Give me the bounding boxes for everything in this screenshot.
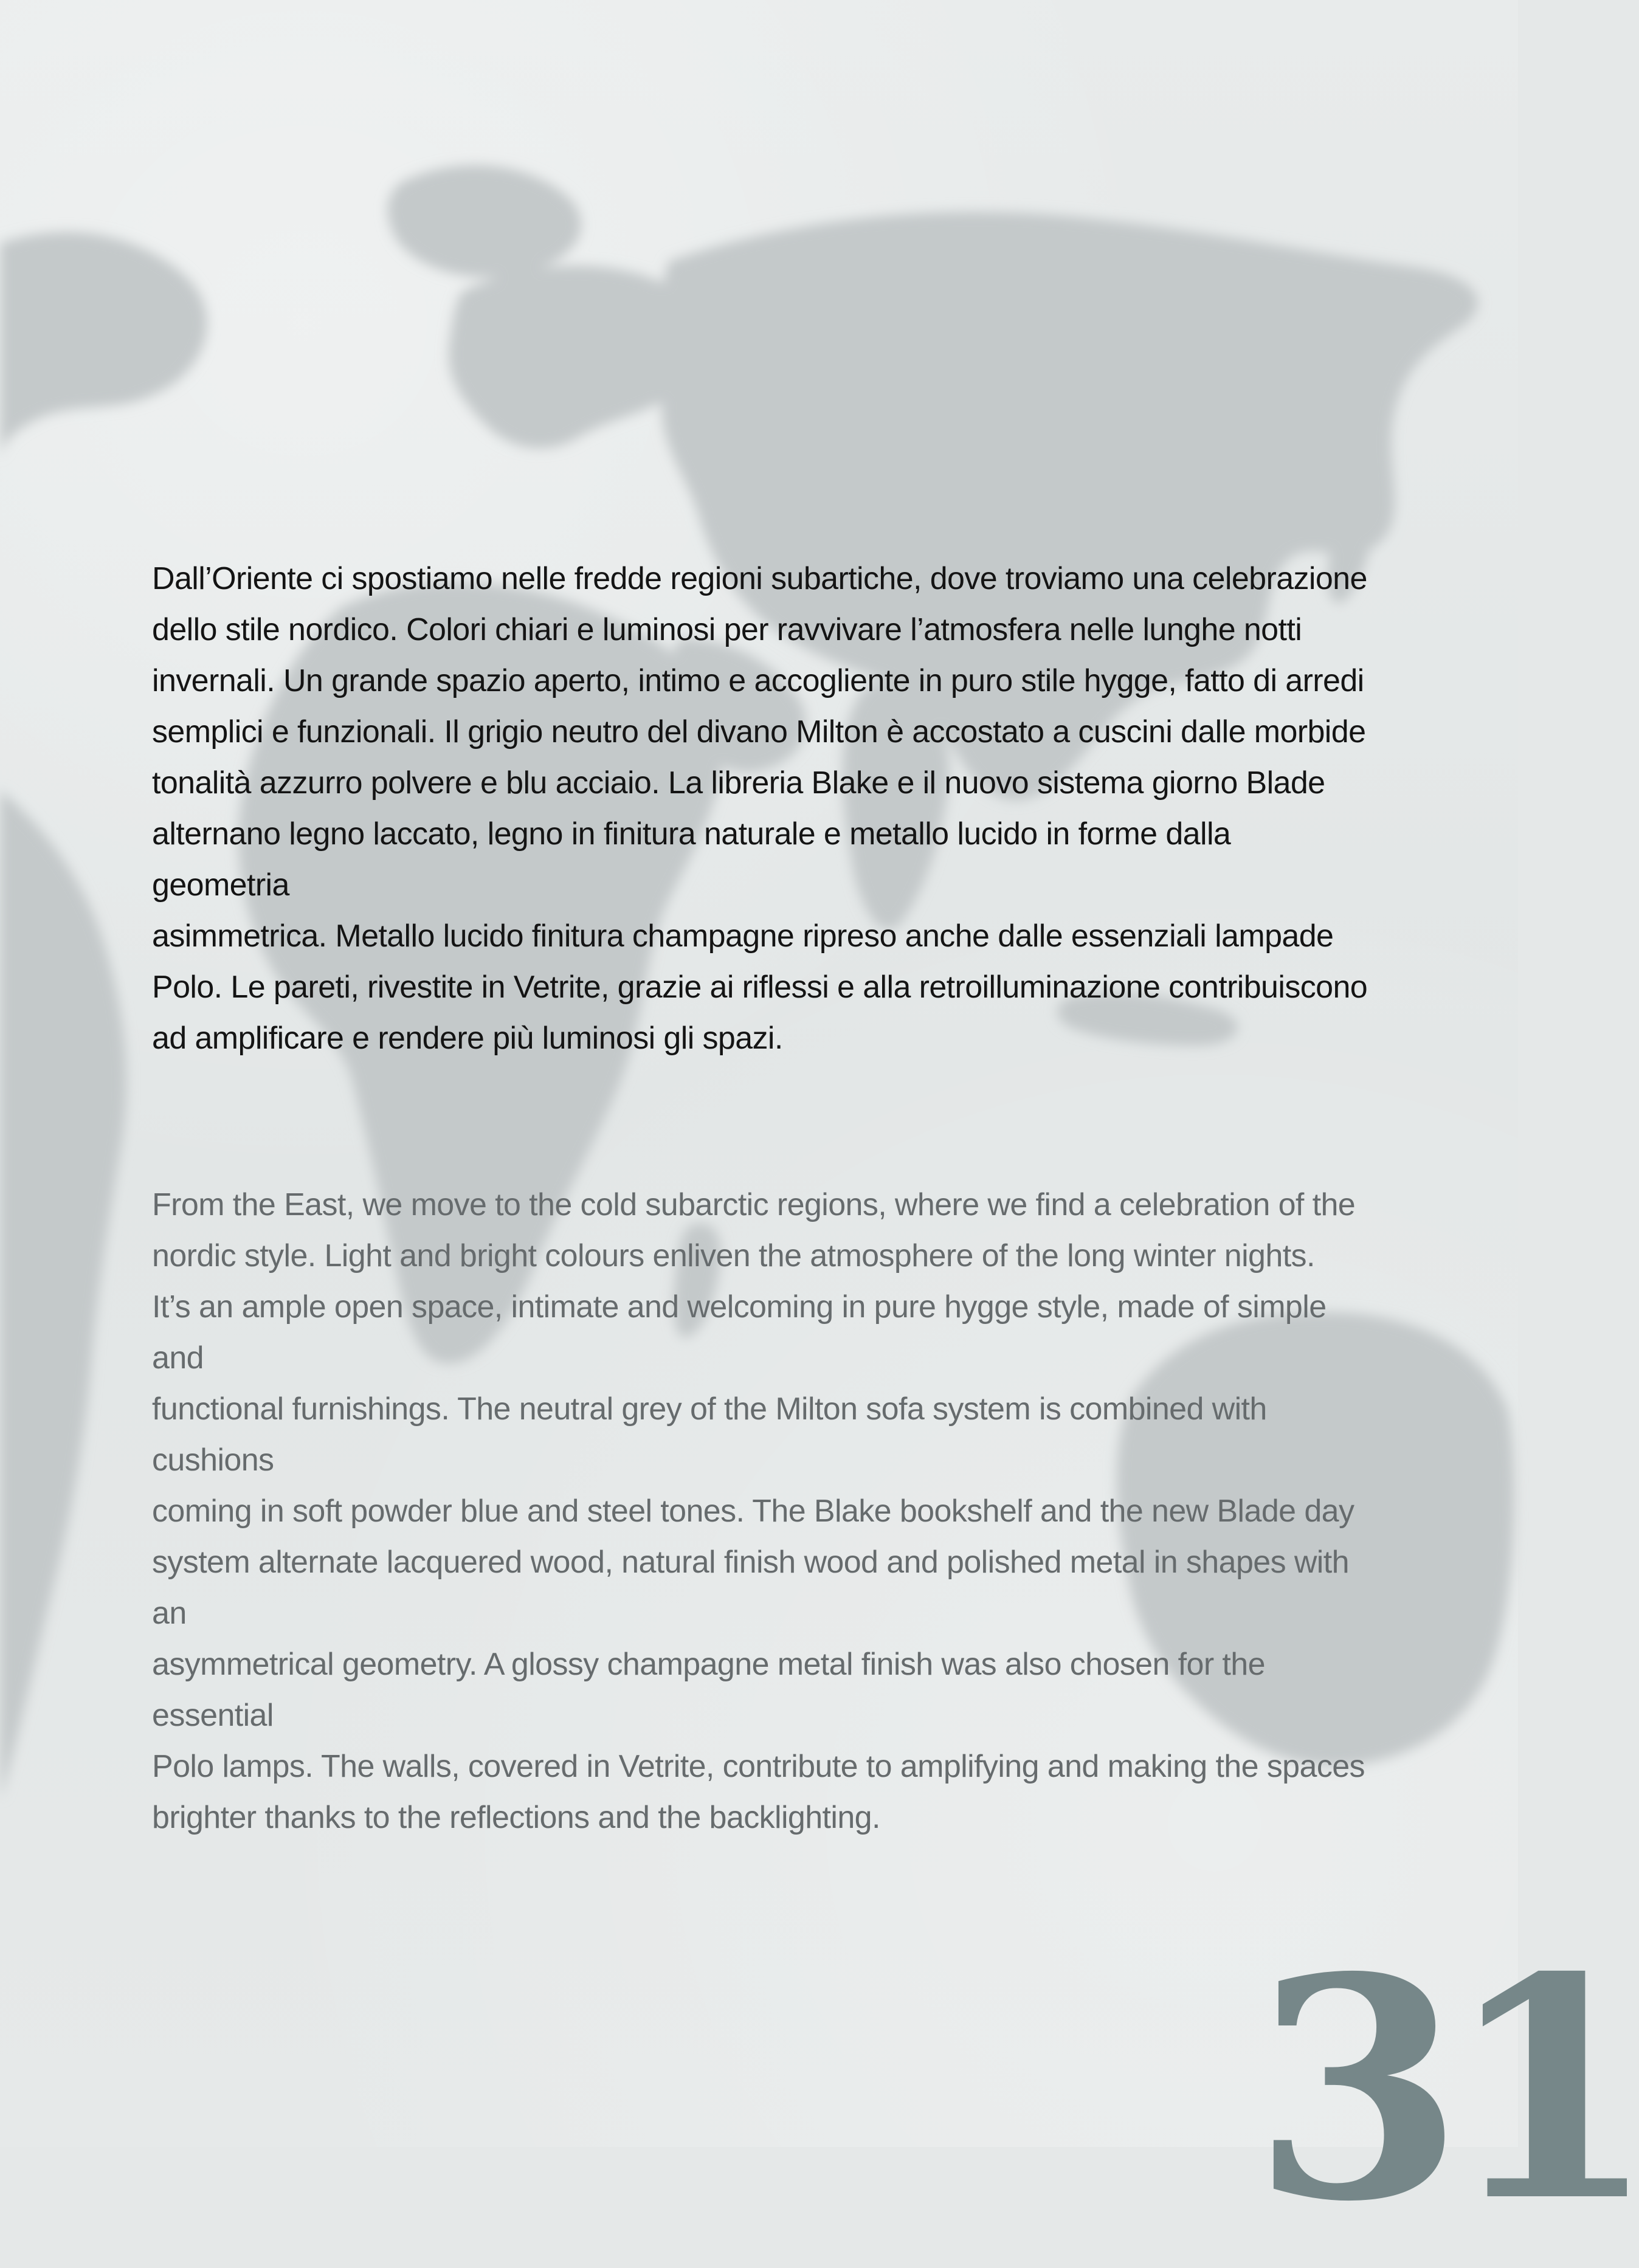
page-number: 31 (1252, 1911, 1639, 2268)
english-paragraph: From the East, we move to the cold subarctic regions, where we find a celebration of the nordic style. Light and bright colours enliven the atmosphere of the long winter nights. It’s an ample open space, intimate and welcoming in pure hygge style, made of simple and functional furnishings. The neutral grey of the Milton sofa system is combined with cushions coming in soft powder blue and steel tones. The Blake bookshelf and the new Blade day system alternate lacquered wood, natural finish wood and polished metal in shapes with an asymmetrical geometry. A glossy champagne metal finish was also chosen for the essential Polo lamps. The walls, covered in Vetrite, contribute to amplifying and making the spaces brighter thanks to the reflections and the backlighting. (152, 1187, 1365, 1835)
italian-paragraph: Dall’Oriente ci spostiamo nelle fredde regioni subartiche, dove troviamo una celebrazione dello stile nordico. Colori chiari e luminosi per ravvivare l’atmosfera nelle lunghe notti invernali. Un grande spazio aperto, intimo e accogliente in puro stile hygge, fatto di arredi semplici e funzionali. Il grigio neutro del divano Milton è accostato a cuscini dalle morbide tonalità azzurro polvere e blu acciaio. La libreria Blake e il nuovo sistema giorno Blade alternano legno laccato, legno in finitura naturale e metallo lucido in forme dalla geometria asimmetrica. Metallo lucido finitura champagne ripreso anche dalle essenziali lampade Polo. Le pareti, rivestite in Vetrite, grazie ai riflessi e alla retroilluminazione contribuiscono ad amplificare e rendere più luminosi gli spazi. (152, 561, 1368, 1056)
north-america-shape (0, 232, 207, 462)
greenland-shape (388, 165, 581, 278)
south-america-shape (0, 790, 126, 1799)
